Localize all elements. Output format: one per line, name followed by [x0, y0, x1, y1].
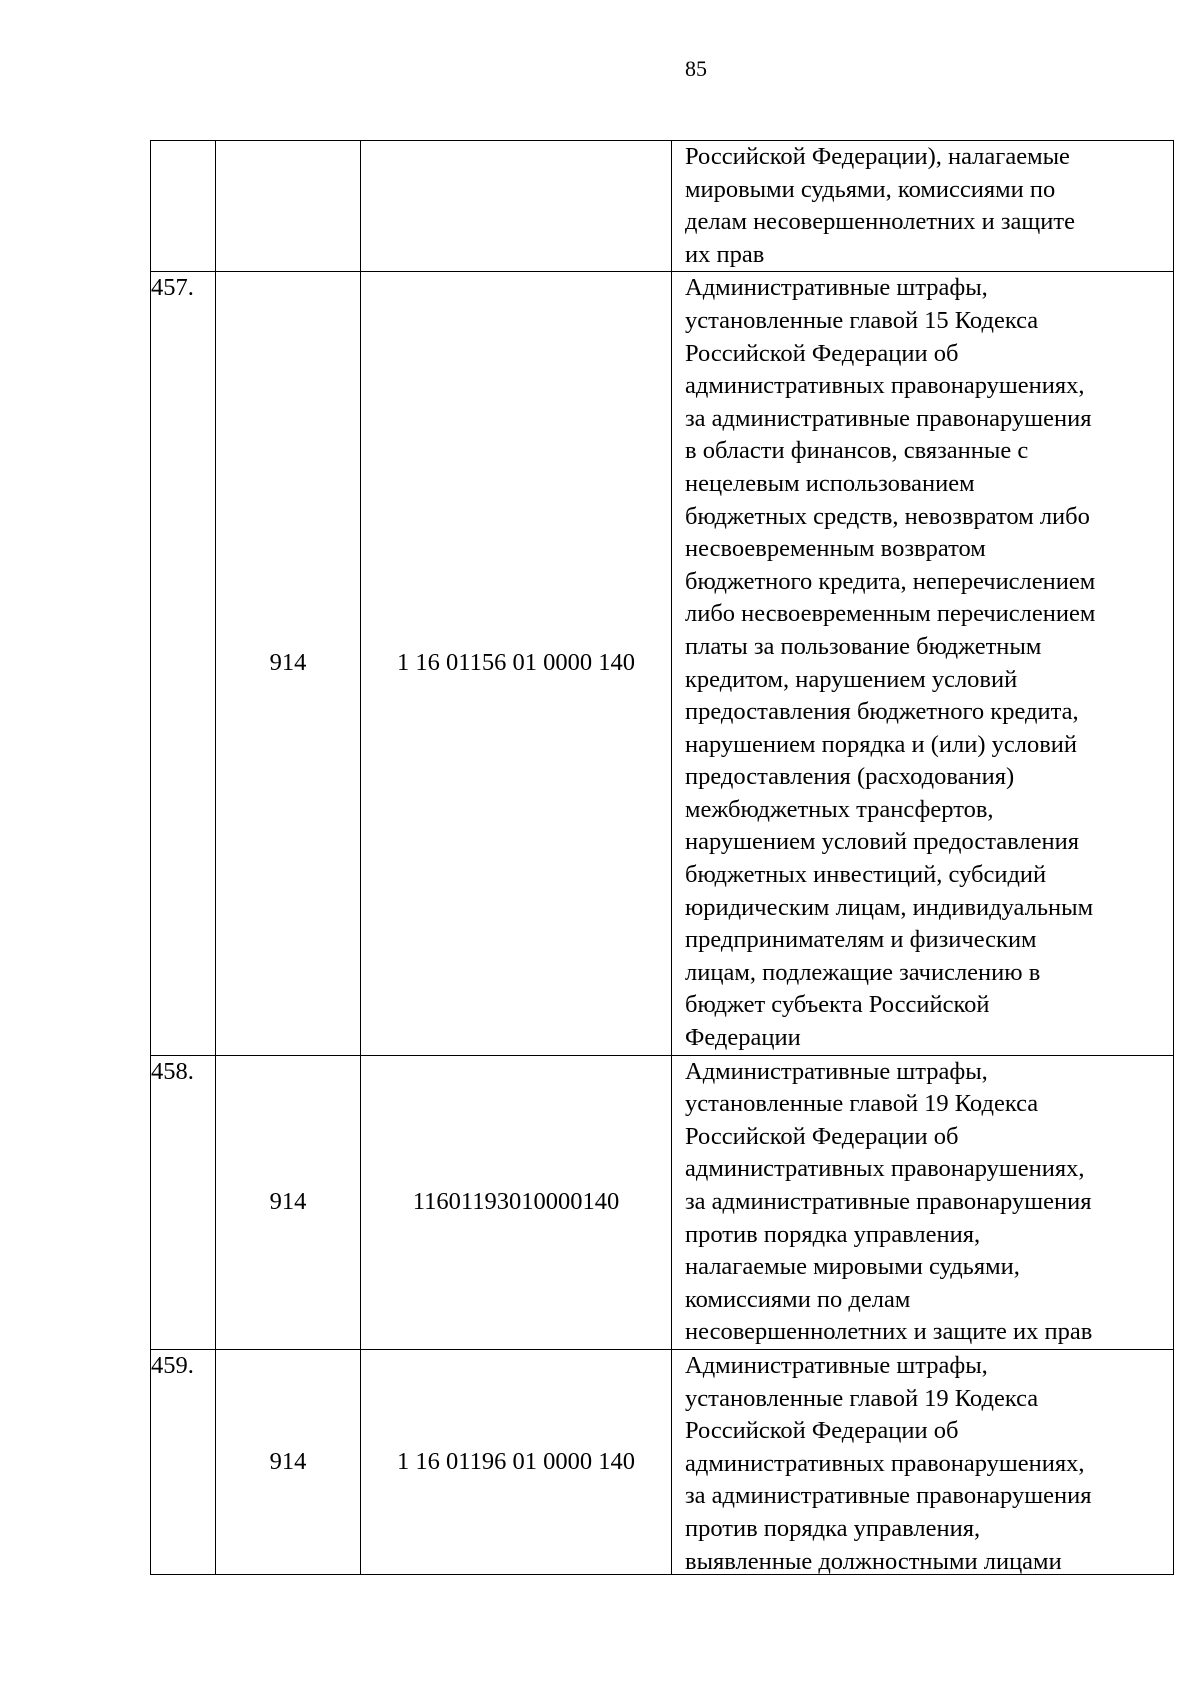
- description-line: предоставления бюджетного кредита,: [685, 698, 1079, 726]
- description-line: бюджетного кредита, неперечислением: [685, 567, 1096, 595]
- description-line: Российской Федерации), налагаемые: [685, 143, 1070, 170]
- description-line: межбюджетных трансфертов,: [685, 795, 994, 823]
- description-line: за административные правонарушения: [685, 1482, 1092, 1510]
- description-line: комиссиями по делам: [685, 1285, 911, 1313]
- description-line: делам несовершеннолетних и защите: [685, 208, 1075, 236]
- description-line: установленные главой 15 Кодекса: [685, 306, 1039, 334]
- description-line: бюджет субъекта Российской: [685, 991, 990, 1019]
- budget-classification-code-cell: 1 16 01156 01 0000 140: [361, 272, 672, 1055]
- description-line: несовершеннолетних и защите их прав: [685, 1318, 1093, 1346]
- description-line: нецелевым использованием: [685, 469, 975, 497]
- description-line: лицам, подлежащие зачислению в: [685, 958, 1041, 986]
- description-line: Федерации: [685, 1024, 801, 1052]
- description-line: административных правонарушениях,: [685, 372, 1085, 400]
- revenue-codes-table: [150, 140, 1174, 1575]
- description-line: нарушением условий предоставления: [685, 828, 1079, 856]
- description-line: Российской Федерации об: [685, 1417, 959, 1445]
- description-line: выявленные должностными лицами: [685, 1547, 1062, 1574]
- description-line: Российской Федерации об: [685, 339, 959, 367]
- description-line: Административные штрафы,: [685, 274, 988, 302]
- table-row: [151, 272, 1174, 1055]
- description-line: против порядка управления,: [685, 1220, 981, 1248]
- row-number-cell: [151, 141, 216, 272]
- description-line: несвоевременным возвратом: [685, 535, 986, 563]
- description-line: в области финансов, связанные с: [685, 437, 1029, 465]
- description-line: за административные правонарушения: [685, 1188, 1092, 1215]
- description-line: установленные главой 19 Кодекса: [685, 1384, 1039, 1412]
- description-line: нарушением порядка и (или) условий: [685, 730, 1078, 758]
- description-line: административных правонарушениях,: [685, 1155, 1085, 1183]
- description-line: налагаемые мировыми судьями,: [685, 1253, 1020, 1281]
- row-number-cell: 457.: [151, 272, 216, 1055]
- description-line: юридическим лицам, индивидуальным: [685, 893, 1094, 921]
- description-line: платы за пользование бюджетным: [685, 632, 1042, 660]
- description-line: кредитом, нарушением условий: [685, 665, 1018, 693]
- description-line: предоставления (расходования): [685, 763, 1015, 791]
- table-row: [151, 1055, 1174, 1349]
- administrator-code-cell: 914: [216, 1055, 361, 1349]
- description-line: либо несвоевременным перечислением: [685, 600, 1096, 628]
- revenue-description-cell: [672, 1349, 1174, 1574]
- description-line: административных правонарушениях,: [685, 1449, 1085, 1477]
- budget-classification-code-cell: 11601193010000140: [361, 1055, 672, 1349]
- revenue-description-cell: [672, 141, 1174, 272]
- description-line: мировыми судьями, комиссиями по: [685, 175, 1056, 203]
- description-line: их прав: [685, 240, 765, 268]
- administrator-code-cell: 914: [216, 272, 361, 1055]
- budget-classification-code-cell: [361, 141, 672, 272]
- administrator-code-cell: [216, 141, 361, 272]
- description-line: предпринимателям и физическим: [685, 926, 1037, 954]
- row-number-cell: 458.: [151, 1055, 216, 1349]
- table-row: [151, 1349, 1174, 1574]
- description-line: против порядка управления,: [685, 1514, 981, 1542]
- table-row: [151, 141, 1174, 272]
- description-line: установленные главой 19 Кодекса: [685, 1090, 1039, 1118]
- description-line: Российской Федерации об: [685, 1122, 959, 1150]
- revenue-description-cell: [672, 1055, 1174, 1349]
- page-number-text: 85: [685, 56, 707, 81]
- revenue-description-cell: [672, 272, 1174, 1055]
- row-number-cell: 459.: [151, 1349, 216, 1574]
- administrator-code-cell: 914: [216, 1349, 361, 1574]
- description-line: Административные штрафы,: [685, 1057, 988, 1085]
- description-line: бюджетных средств, невозвратом либо: [685, 502, 1090, 530]
- description-line: Административные штрафы,: [685, 1351, 988, 1379]
- description-line: бюджетных инвестиций, субсидий: [685, 861, 1047, 889]
- budget-classification-code-cell: 1 16 01196 01 0000 140: [361, 1349, 672, 1574]
- description-line: за административные правонарушения: [685, 404, 1092, 432]
- page-number: [0, 56, 1200, 82]
